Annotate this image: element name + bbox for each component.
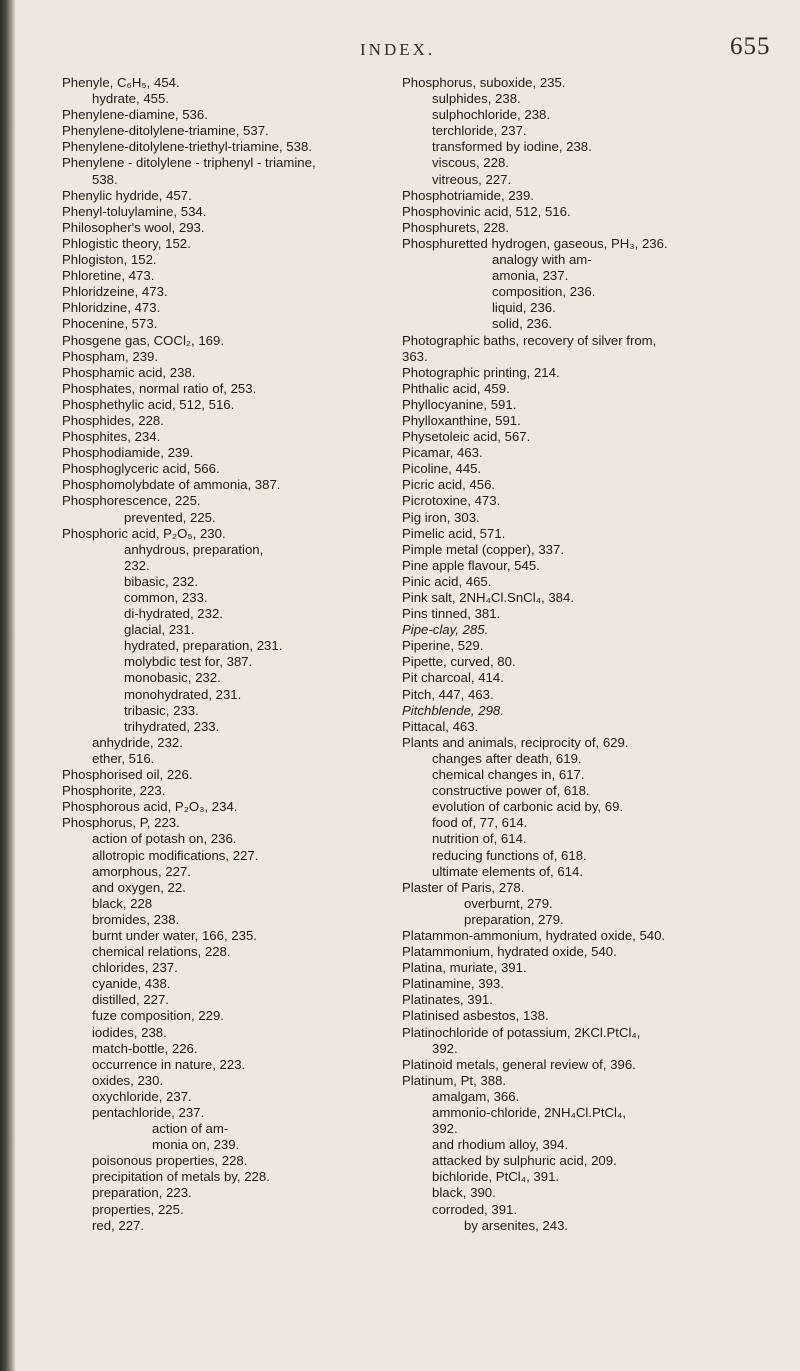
index-entry: transformed by iodine, 238. bbox=[432, 139, 592, 155]
index-entry: Phenyle, C₆H₅, 454. bbox=[62, 75, 180, 90]
index-entry: Phosphorus, suboxide, 235. bbox=[402, 75, 566, 90]
index-entry: Platinamine, 393. bbox=[402, 976, 504, 992]
index-entry: oxychloride, 237. bbox=[92, 1088, 192, 1104]
index-entry: Photographic printing, 214. bbox=[402, 364, 560, 380]
index-entry: Picamar, 463. bbox=[402, 445, 483, 461]
index-entry: match-bottle, 226. bbox=[92, 1040, 198, 1056]
index-entry: Phosphides, 228. bbox=[62, 412, 164, 428]
index-entry: Pink salt, 2NH₄Cl.SnCl₄, 384. bbox=[402, 590, 575, 605]
page-number: 655 bbox=[730, 33, 771, 60]
index-entry: Phosphates, normal ratio of, 253. bbox=[62, 380, 257, 396]
index-entry: monobasic, 232. bbox=[124, 670, 221, 686]
index-entry: Pipe-clay, 285. bbox=[402, 622, 489, 638]
index-entry: monohydrated, 231. bbox=[124, 686, 242, 702]
index-entry: precipitation of metals by, 228. bbox=[92, 1169, 270, 1185]
index-entry: Phosphorised oil, 226. bbox=[62, 767, 193, 783]
index-entry: sulphides, 238. bbox=[432, 91, 521, 107]
index-entry: hydrate, 455. bbox=[92, 91, 169, 107]
index-entry: Phthalic acid, 459. bbox=[402, 380, 510, 396]
index-entry: Platinised asbestos, 138. bbox=[402, 1008, 549, 1024]
index-entry: Pimple metal (copper), 337. bbox=[402, 541, 564, 557]
index-entry: Piperine, 529. bbox=[402, 638, 484, 654]
index-entry: black, 228 bbox=[92, 895, 153, 911]
index-entry: Phosphodiamide, 239. bbox=[62, 445, 194, 461]
index-entry: Phenylene-diamine, 536. bbox=[62, 107, 208, 123]
index-entry: Phenylene-ditolylene-triethyl-triamine, 538. bbox=[62, 139, 312, 155]
index-entry: Phloretine, 473. bbox=[62, 268, 155, 284]
index-entry: distilled, 227. bbox=[92, 992, 169, 1008]
index-entry: ultimate elements of, 614. bbox=[432, 863, 584, 879]
index-entry: Phosphorus, P, 223. bbox=[62, 815, 180, 831]
index-entry: fuze composition, 229. bbox=[92, 1008, 224, 1024]
index-entry: Phosphoric acid, P₂O₅, 230. bbox=[62, 525, 226, 541]
index-entry: Photographic baths, recovery of silver from, bbox=[402, 332, 657, 348]
index-entry: liquid, 236. bbox=[492, 300, 556, 316]
index-entry: evolution of carbonic acid by, 69. bbox=[432, 799, 624, 815]
index-entry: Phosphamic acid, 238. bbox=[62, 364, 196, 380]
index-entry: Pittacal, 463. bbox=[402, 718, 479, 734]
index-entry: ammonio-chloride, 2NH₄Cl.PtCl₄, bbox=[432, 1105, 626, 1120]
index-entry: nutrition of, 614. bbox=[432, 831, 527, 847]
index-entry: Phosphotriamide, 239. bbox=[402, 187, 534, 203]
book-binding-edge bbox=[0, 0, 16, 1371]
index-entry: Pitchblende, 298. bbox=[402, 702, 504, 718]
index-entry: reducing functions of, 618. bbox=[432, 847, 587, 863]
index-entry: and rhodium alloy, 394. bbox=[432, 1137, 569, 1153]
index-entry: poisonous properties, 228. bbox=[92, 1153, 248, 1169]
index-entry: changes after death, 619. bbox=[432, 750, 582, 766]
index-entry: Picric acid, 456. bbox=[402, 477, 496, 493]
index-entry: action of am- bbox=[152, 1121, 229, 1137]
index-entry: black, 390. bbox=[432, 1185, 496, 1201]
index-entry: occurrence in nature, 223. bbox=[92, 1056, 246, 1072]
index-entry: Pinic acid, 465. bbox=[402, 573, 492, 589]
index-entry: Plants and animals, reciprocity of, 629. bbox=[402, 734, 629, 750]
index-entry: vitreous, 227. bbox=[432, 171, 512, 187]
index-entry: food of, 77, 614. bbox=[432, 815, 528, 831]
index-entry: common, 233. bbox=[124, 590, 208, 605]
index-entry: Phenylene - ditolylene - triphenyl - triamine, bbox=[62, 155, 316, 171]
index-entry: pentachloride, 237. bbox=[92, 1105, 205, 1120]
index-entry: Phosphuretted hydrogen, gaseous, PH₃, 236. bbox=[402, 235, 668, 251]
index-entry: Phenylene-ditolylene-triamine, 537. bbox=[62, 123, 269, 139]
index-entry: anhydride, 232. bbox=[92, 734, 183, 750]
index-entry: di-hydrated, 232. bbox=[124, 606, 223, 622]
index-entry: Pins tinned, 381. bbox=[402, 606, 501, 622]
index-entry: Pimelic acid, 571. bbox=[402, 525, 506, 541]
index-entry: Pig iron, 303. bbox=[402, 509, 480, 525]
index-entry: monia on, 239. bbox=[152, 1137, 240, 1153]
index-entry: Phylloxanthine, 591. bbox=[402, 412, 521, 428]
index-entry: Phloridzine, 473. bbox=[62, 300, 161, 316]
index-entry: Phosphorescence, 225. bbox=[62, 493, 201, 509]
index-entry: Platina, muriate, 391. bbox=[402, 960, 527, 976]
index-entry: Phlogiston, 152. bbox=[62, 252, 157, 268]
index-entry: solid, 236. bbox=[492, 316, 553, 332]
index-entry: amorphous, 227. bbox=[92, 863, 191, 879]
index-entry: corroded, 391. bbox=[432, 1201, 518, 1217]
index-entry: chemical relations, 228. bbox=[92, 944, 231, 960]
index-entry: Pit charcoal, 414. bbox=[402, 670, 504, 686]
index-entry: Phosgene gas, COCl₂, 169. bbox=[62, 332, 224, 348]
index-entry: 392. bbox=[432, 1040, 458, 1056]
index-entry: chemical changes in, 617. bbox=[432, 767, 585, 783]
index-entry: amonia, 237. bbox=[492, 268, 569, 284]
index-entry: Phyllocyanine, 591. bbox=[402, 396, 517, 412]
index-entry: Phosphoglyceric acid, 566. bbox=[62, 461, 220, 477]
index-entry: chlorides, 237. bbox=[92, 960, 178, 976]
index-entry: ether, 516. bbox=[92, 750, 155, 766]
index-entry: by arsenites, 243. bbox=[464, 1217, 569, 1233]
index-entry: bromides, 238. bbox=[92, 911, 180, 927]
index-entry: properties, 225. bbox=[92, 1201, 184, 1217]
index-entry: amalgam, 366. bbox=[432, 1088, 520, 1104]
index-entry: attacked by sulphuric acid, 209. bbox=[432, 1153, 617, 1169]
index-entry: preparation, 223. bbox=[92, 1185, 192, 1201]
index-entry: glacial, 231. bbox=[124, 622, 195, 638]
index-entry: trihydrated, 233. bbox=[124, 718, 220, 734]
index-entry: Phosphovinic acid, 512, 516. bbox=[402, 203, 571, 219]
index-entry: sulphochloride, 238. bbox=[432, 107, 551, 123]
index-entry: Phlogistic theory, 152. bbox=[62, 235, 191, 251]
index-entry: 232. bbox=[124, 557, 150, 573]
index-entry: allotropic modifications, 227. bbox=[92, 847, 259, 863]
index-entry: Platinates, 391. bbox=[402, 992, 493, 1008]
index-entry: Platammonium, hydrated oxide, 540. bbox=[402, 944, 617, 960]
index-entry: cyanide, 438. bbox=[92, 976, 171, 992]
index-entry: preparation, 279. bbox=[464, 911, 564, 927]
index-entry: 538. bbox=[92, 171, 118, 187]
index-entry: Platinochloride of potassium, 2KCl.PtCl₄, bbox=[402, 1024, 641, 1040]
index-entry: Phocenine, 573. bbox=[62, 316, 158, 332]
index-entry: and oxygen, 22. bbox=[92, 879, 186, 895]
index-entry: anhydrous, preparation, bbox=[124, 541, 264, 557]
index-entry: Phenyl-toluylamine, 534. bbox=[62, 203, 207, 219]
index-entry: Physetoleic acid, 567. bbox=[402, 429, 531, 445]
index-entry: Phosphorous acid, P₂O₃, 234. bbox=[62, 799, 238, 815]
index-entry: tribasic, 233. bbox=[124, 702, 199, 718]
index-entry: Phosphomolybdate of ammonia, 387. bbox=[62, 477, 281, 493]
index-entry: composition, 236. bbox=[492, 284, 596, 300]
index-entry: Pine apple flavour, 545. bbox=[402, 557, 540, 573]
index-entry: 392. bbox=[432, 1121, 458, 1137]
page-header-title: INDEX. bbox=[360, 40, 436, 59]
index-entry: molybdic test for, 387. bbox=[124, 654, 253, 670]
index-entry: Phosphites, 234. bbox=[62, 429, 161, 445]
index-entry: Pipette, curved, 80. bbox=[402, 654, 516, 670]
index-entry: Picoline, 445. bbox=[402, 461, 482, 477]
index-entry: 363. bbox=[402, 348, 428, 364]
index-entry: Picrotoxine, 473. bbox=[402, 493, 501, 509]
index-entry: Plaster of Paris, 278. bbox=[402, 879, 525, 895]
index-entry: overburnt, 279. bbox=[464, 895, 553, 911]
index-entry: terchloride, 237. bbox=[432, 123, 527, 139]
index-entry: Pitch, 447, 463. bbox=[402, 686, 494, 702]
index-entry: Phenylic hydride, 457. bbox=[62, 187, 192, 203]
index-entry: bibasic, 232. bbox=[124, 573, 199, 589]
index-column-right bbox=[402, 75, 777, 1234]
index-entry: analogy with am- bbox=[492, 252, 592, 268]
index-entry: action of potash on, 236. bbox=[92, 831, 237, 847]
index-entry: viscous, 228. bbox=[432, 155, 509, 171]
index-entry: burnt under water, 166, 235. bbox=[92, 927, 257, 943]
index-entry: Phosphurets, 228. bbox=[402, 219, 510, 235]
index-entry: constructive power of, 618. bbox=[432, 783, 590, 799]
index-entry: Phosphorite, 223. bbox=[62, 783, 166, 799]
index-entry: hydrated, preparation, 231. bbox=[124, 638, 283, 654]
index-entry: Philosopher's wool, 293. bbox=[62, 219, 205, 235]
index-entry: oxides, 230. bbox=[92, 1072, 164, 1088]
index-entry: Phosphethylic acid, 512, 516. bbox=[62, 396, 235, 412]
index-entry: bichloride, PtCl₄, 391. bbox=[432, 1169, 560, 1185]
index-entry: Platinum, Pt, 388. bbox=[402, 1072, 507, 1088]
index-entry: Phloridzeine, 473. bbox=[62, 284, 168, 300]
index-entry: iodides, 238. bbox=[92, 1024, 167, 1040]
index-entry: Phospham, 239. bbox=[62, 348, 159, 364]
index-entry: red, 227. bbox=[92, 1217, 145, 1233]
index-entry: Platammon-ammonium, hydrated oxide, 540. bbox=[402, 927, 666, 943]
index-entry: prevented, 225. bbox=[124, 509, 216, 525]
index-column-left bbox=[62, 75, 384, 1234]
index-entry: Platinoid metals, general review of, 396. bbox=[402, 1056, 636, 1072]
